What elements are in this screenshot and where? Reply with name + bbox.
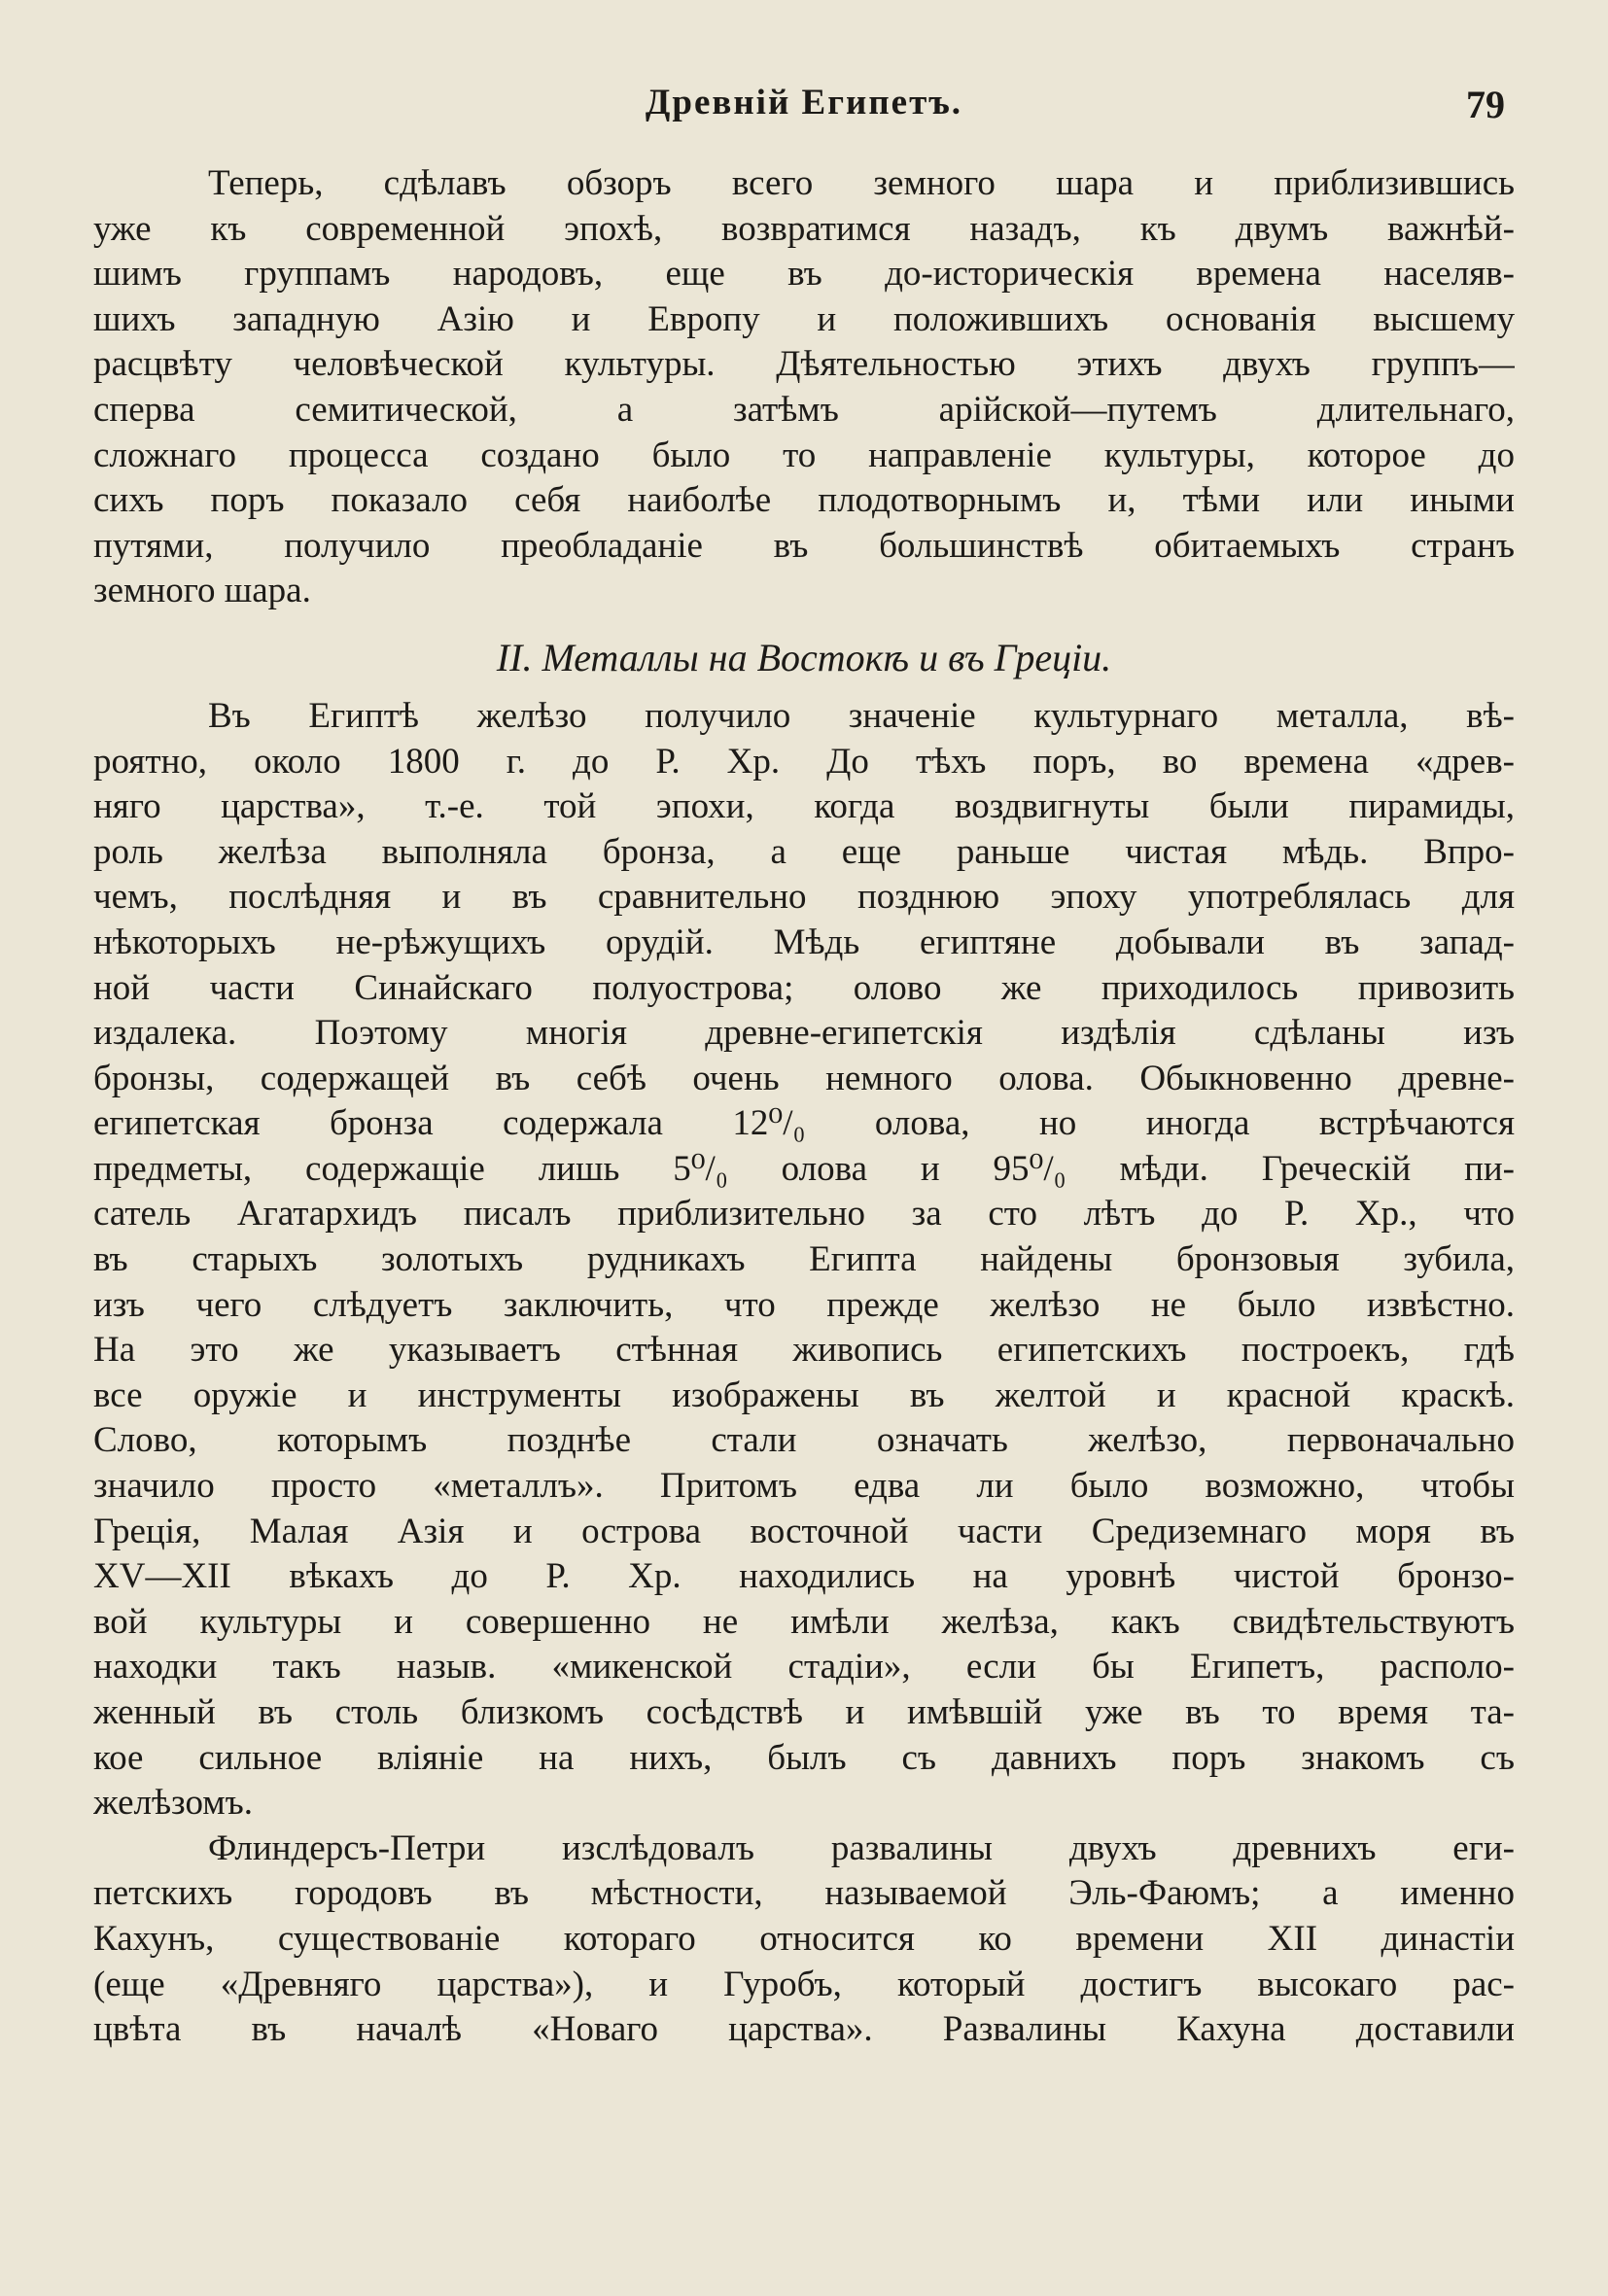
text-line: находки такъ назыв. «микенской стадіи», если бы Египетъ, располо- [93, 1647, 1515, 1687]
text-line: роль желѣза выполняла бронза, а еще раньше чистая мѣдь. Впро- [93, 831, 1515, 872]
text-line: сложнаго процесса создано было то направленіе культуры, которое до [93, 435, 1515, 475]
text-line: бронзы, содержащей въ себѣ очень немного олова. Обыкновенно древне- [93, 1058, 1515, 1098]
page-header [93, 82, 1515, 140]
text-line: желѣзомъ. [93, 1783, 254, 1824]
text-line: На это же указываетъ стѣнная живопись египетскихъ построекъ, гдѣ [93, 1330, 1515, 1371]
running-head: Древній Египетъ. [645, 83, 963, 122]
text-line: Слово, которымъ позднѣе стали означать желѣзо, первоначально [93, 1420, 1515, 1461]
text-line: Въ Египтѣ желѣзо получило значеніе культурнаго металла, вѣ- [208, 695, 1515, 736]
text-line: (еще «Древняго царства»), и Гуробъ, который достигъ высокаго рас- [93, 1964, 1515, 2004]
paragraph-1 [93, 161, 1515, 614]
text-line: предметы, содержащіе лишь 5⁰/₀ олова и 95⁰/₀ мѣди. Греческій пи- [93, 1148, 1515, 1189]
text-line: значило просто «металлъ». Притомъ едва ли было возможно, чтобы [93, 1466, 1515, 1507]
text-line: цвѣта въ началѣ «Новаго царства». Развалины Кахуна доставили [93, 2009, 1515, 2050]
text-line: XV—XII вѣкахъ до Р. Хр. находились на уровнѣ чистой бронзо- [93, 1556, 1515, 1597]
section-heading: II. Металлы на Востокѣ и въ Греціи. [496, 635, 1112, 679]
text-line: уже къ современной эпохѣ, возвратимся назадъ, къ двумъ важнѣй- [93, 208, 1515, 249]
text-line: земного шара. [93, 571, 311, 611]
text-line: женный въ столь близкомъ сосѣдствѣ и имѣвшій уже въ то время та- [93, 1692, 1515, 1732]
text-line: шихъ западную Азію и Европу и положившихъ основанія высшему [93, 298, 1515, 339]
text-line: кое сильное вліяніе на нихъ, былъ съ давнихъ поръ знакомъ съ [93, 1737, 1515, 1778]
text-line: нѣкоторыхъ не-рѣжущихъ орудій. Мѣдь египтяне добывали въ запад- [93, 922, 1515, 962]
text-line: вой культуры и совершенно не имѣли желѣза, какъ свидѣтельствуютъ [93, 1601, 1515, 1642]
text-line: ной части Синайскаго полуострова; олово же приходилось привозить [93, 967, 1515, 1008]
page-number: 79 [1466, 83, 1505, 126]
text-line: роятно, около 1800 г. до Р. Хр. До тѣхъ поръ, во времена «древ- [93, 741, 1515, 782]
text-line: изъ чего слѣдуетъ заключить, что прежде желѣзо не было извѣстно. [93, 1284, 1515, 1325]
text-line: Кахунъ, существованіе котораго относится ко времени XII династіи [93, 1918, 1515, 1959]
text-line: путями, получило преобладаніе въ большинствѣ обитаемыхъ странъ [93, 525, 1515, 566]
body-text [93, 161, 1515, 2053]
text-line: издалека. Поэтому многія древне-египетскія издѣлія сдѣланы изъ [93, 1013, 1515, 1054]
text-line: чемъ, послѣдняя и въ сравнительно позднюю эпоху употреблялась для [93, 877, 1515, 918]
text-line: сперва семитической, а затѣмъ арійской—путемъ длительнаго, [93, 389, 1515, 430]
text-line: няго царства», т.-е. той эпохи, когда воздвигнуты были пирамиды, [93, 786, 1515, 827]
text-line: Греція, Малая Азія и острова восточной части Средиземнаго моря въ [93, 1511, 1515, 1551]
text-line: Флиндерсъ-Петри изслѣдовалъ развалины двухъ древнихъ еги- [208, 1827, 1515, 1868]
text-line: сихъ поръ показало себя наиболѣе плодотворнымъ и, тѣми или иными [93, 480, 1515, 521]
text-line: Теперь, сдѣлавъ обзоръ всего земного шара и приблизившись [208, 163, 1515, 203]
text-line: шимъ группамъ народовъ, еще въ до-историческія времена населяв- [93, 254, 1515, 295]
text-line: египетская бронза содержала 12⁰/₀ олова, но иногда встрѣчаются [93, 1103, 1515, 1144]
text-line: сатель Агатархидъ писалъ приблизительно за сто лѣтъ до Р. Хр., что [93, 1194, 1515, 1235]
text-line: въ старыхъ золотыхъ рудникахъ Египта найдены бронзовыя зубила, [93, 1239, 1515, 1280]
paragraph-3 [93, 1826, 1515, 2053]
paragraph-2 [93, 694, 1515, 1826]
text-line: все оружіе и инструменты изображены въ желтой и красной краскѣ. [93, 1374, 1515, 1415]
text-line: петскихъ городовъ въ мѣстности, называемой Эль-Фаюмъ; а именно [93, 1873, 1515, 1914]
text-line: расцвѣту человѣческой культуры. Дѣятельностью этихъ двухъ группъ— [93, 344, 1515, 385]
